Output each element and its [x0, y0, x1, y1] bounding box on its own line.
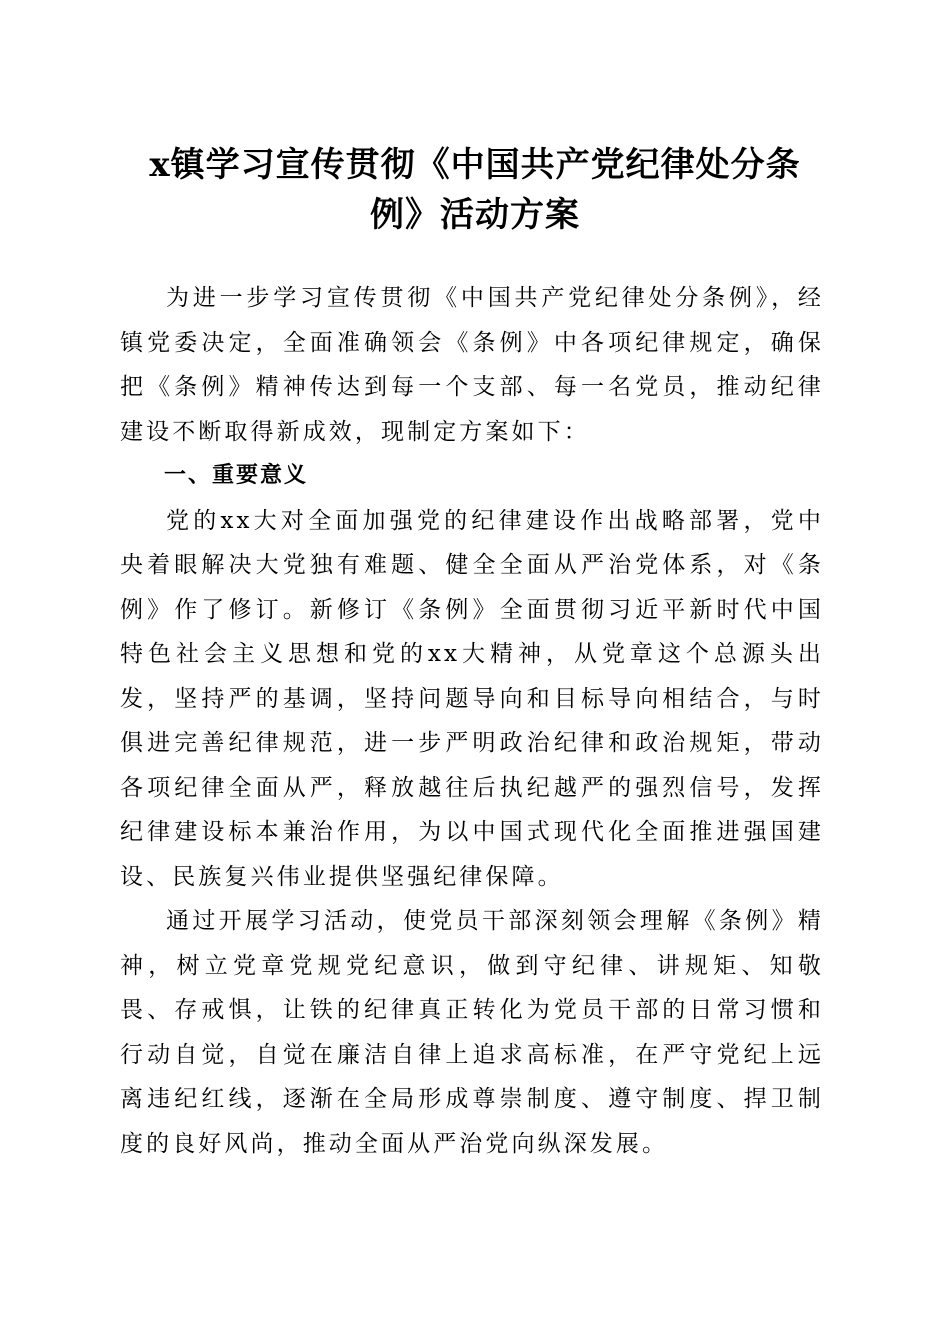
significance-paragraph-2: 通过开展学习活动，使党员干部深刻领会理解《条例》精神，树立党章党规党纪意识，做到守纪律、讲规矩、知敬畏、存戒惧，让铁的纪律真正转化为党员干部的日常习惯和行动自觉，自觉在廉洁自律上追求高标准，在严守党纪上远离违纪红线，逐渐在全局形成尊崇制度、遵守制度、捍卫制度的良好风尚，推动全面从严治党向纵深发展。	[120, 908, 824, 1157]
intro-paragraph: 为进一步学习宣传贯彻《中国共产党纪律处分条例》，经镇党委决定，全面准确领会《条例》中各项纪律规定，确保把《条例》精神传达到每一个支部、每一名党员，推动纪律建设不断取得新成效，现制定方案如下：	[120, 285, 824, 445]
section-heading: 一、重要意义	[164, 463, 309, 488]
document-body	[120, 276, 824, 1166]
significance-paragraph-1: 党的xx大对全面加强党的纪律建设作出战略部署，党中央着眼解决大党独有难题、健全全面从严治党体系，对《条例》作了修订。新修订《条例》全面贯彻习近平新时代中国特色社会主义思想和党的xx大精神，从党章这个总源头出发，坚持严的基调，坚持问题导向和目标导向相结合，与时俱进完善纪律规范，进一步严明政治纪律和政治规矩，带动各项纪律全面从严，释放越往后执纪越严的强烈信号，发挥纪律建设标本兼治作用，为以中国式现代化全面推进强国建设、民族复兴伟业提供坚强纪律保障。	[120, 507, 824, 890]
document-title: x镇学习宣传贯彻《中国共产党纪律处分条例》活动方案	[149, 145, 801, 235]
